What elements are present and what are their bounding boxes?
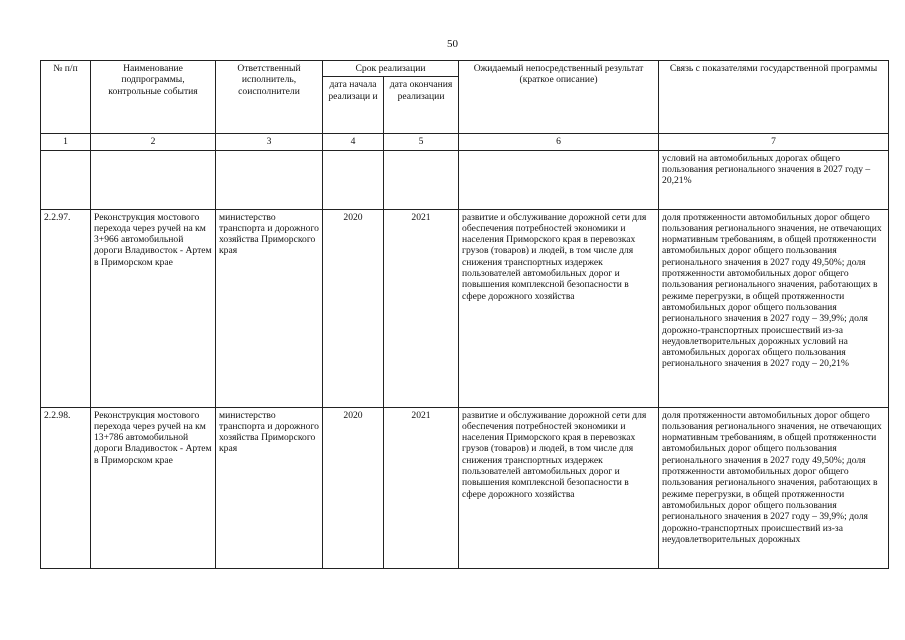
column-numbers-row bbox=[41, 134, 889, 150]
column-number: 3 bbox=[216, 134, 323, 150]
cell-empty bbox=[91, 150, 216, 209]
table-row bbox=[41, 209, 889, 407]
cell-empty bbox=[323, 150, 384, 209]
column-number: 4 bbox=[323, 134, 384, 150]
row-name: Реконструкция мостового перехода через ручей на км 3+966 автомобильной дороги Владивосток - Артем в Приморском крае bbox=[91, 209, 216, 407]
column-number: 6 bbox=[459, 134, 659, 150]
row-num: 2.2.97. bbox=[41, 209, 91, 407]
row-num: 2.2.98. bbox=[41, 407, 91, 568]
page-number: 50 bbox=[447, 38, 458, 50]
row-result: развитие и обслуживание дорожной сети для обеспечения потребностей экономики и населения Приморского края в перевозках грузов (товаров) и людей, в том числе для снижения транспортных издержек пользователей автомобильных дорог и повышения комплексной безопасности в сфере дорожного хозяйства bbox=[459, 209, 659, 407]
header-num: № п/п bbox=[41, 61, 91, 134]
row-link: доля протяженности автомобильных дорог общего пользования регионального значения, не отвечающих нормативным требованиям, в общей протяженности автомобильных дорог общего пользования регионального значения в 2027 году 49,50%; доля протяженности автомобильных дорог общего пользования регионального значения, работающих в режиме перегрузки, в общей протяженности автомобильных дорог общего пользования регионального значения в 2027 году – 39,9%; доля дорожно-транспортных происшествий из-за неудовлетворительных дорожных условий на автомобильных дорогах общего пользования регионального значения в 2027 году – 20,21% bbox=[659, 209, 889, 407]
header-term: Срок реализации bbox=[323, 61, 459, 77]
cell-empty bbox=[459, 150, 659, 209]
header-start: дата начала реализаци и bbox=[323, 77, 384, 134]
continuation-link: условий на автомобильных дорогах общего пользования регионального значения в 2027 году – 20,21% bbox=[659, 150, 889, 209]
row-responsible: министерство транспорта и дорожного хозяйства Приморского края bbox=[216, 209, 323, 407]
column-number: 2 bbox=[91, 134, 216, 150]
header-name: Наименование подпрограммы, контрольные события bbox=[91, 61, 216, 134]
row-name: Реконструкция мостового перехода через ручей на км 13+786 автомобильной дороги Владивосток - Артем в Приморском крае bbox=[91, 407, 216, 568]
row-link: доля протяженности автомобильных дорог общего пользования регионального значения, не отвечающих нормативным требованиям, в общей протяженности автомобильных дорог общего пользования регионального значения в 2027 году 49,50%; доля протяженности автомобильных дорог общего пользования регионального значения, работающих в режиме перегрузки, в общей протяженности автомобильных дорог общего пользования регионального значения в 2027 году – 39,9%; доля дорожно-транспортных происшествий из-за неудовлетворительных дорожных bbox=[659, 407, 889, 568]
cell-empty bbox=[41, 150, 91, 209]
continuation-row bbox=[41, 150, 889, 209]
row-responsible: министерство транспорта и дорожного хозяйства Приморского края bbox=[216, 407, 323, 568]
header-result: Ожидаемый непосредственный результат (краткое описание) bbox=[459, 61, 659, 134]
row-start: 2020 bbox=[323, 407, 384, 568]
cell-empty bbox=[384, 150, 459, 209]
column-number: 7 bbox=[659, 134, 889, 150]
table-row bbox=[41, 407, 889, 568]
column-number: 1 bbox=[41, 134, 91, 150]
cell-empty bbox=[216, 150, 323, 209]
program-table bbox=[40, 60, 889, 569]
header-link: Связь с показателями государственной программы bbox=[659, 61, 889, 134]
column-number: 5 bbox=[384, 134, 459, 150]
header-end: дата окончания реализации bbox=[384, 77, 459, 134]
row-start: 2020 bbox=[323, 209, 384, 407]
row-end: 2021 bbox=[384, 407, 459, 568]
header-row bbox=[41, 61, 889, 77]
row-result: развитие и обслуживание дорожной сети для обеспечения потребностей экономики и населения Приморского края в перевозках грузов (товаров) и людей, в том числе для снижения транспортных издержек пользователей автомобильных дорог и повышения комплексной безопасности в сфере дорожного хозяйства bbox=[459, 407, 659, 568]
header-responsible: Ответственный исполнитель, соисполнители bbox=[216, 61, 323, 134]
row-end: 2021 bbox=[384, 209, 459, 407]
